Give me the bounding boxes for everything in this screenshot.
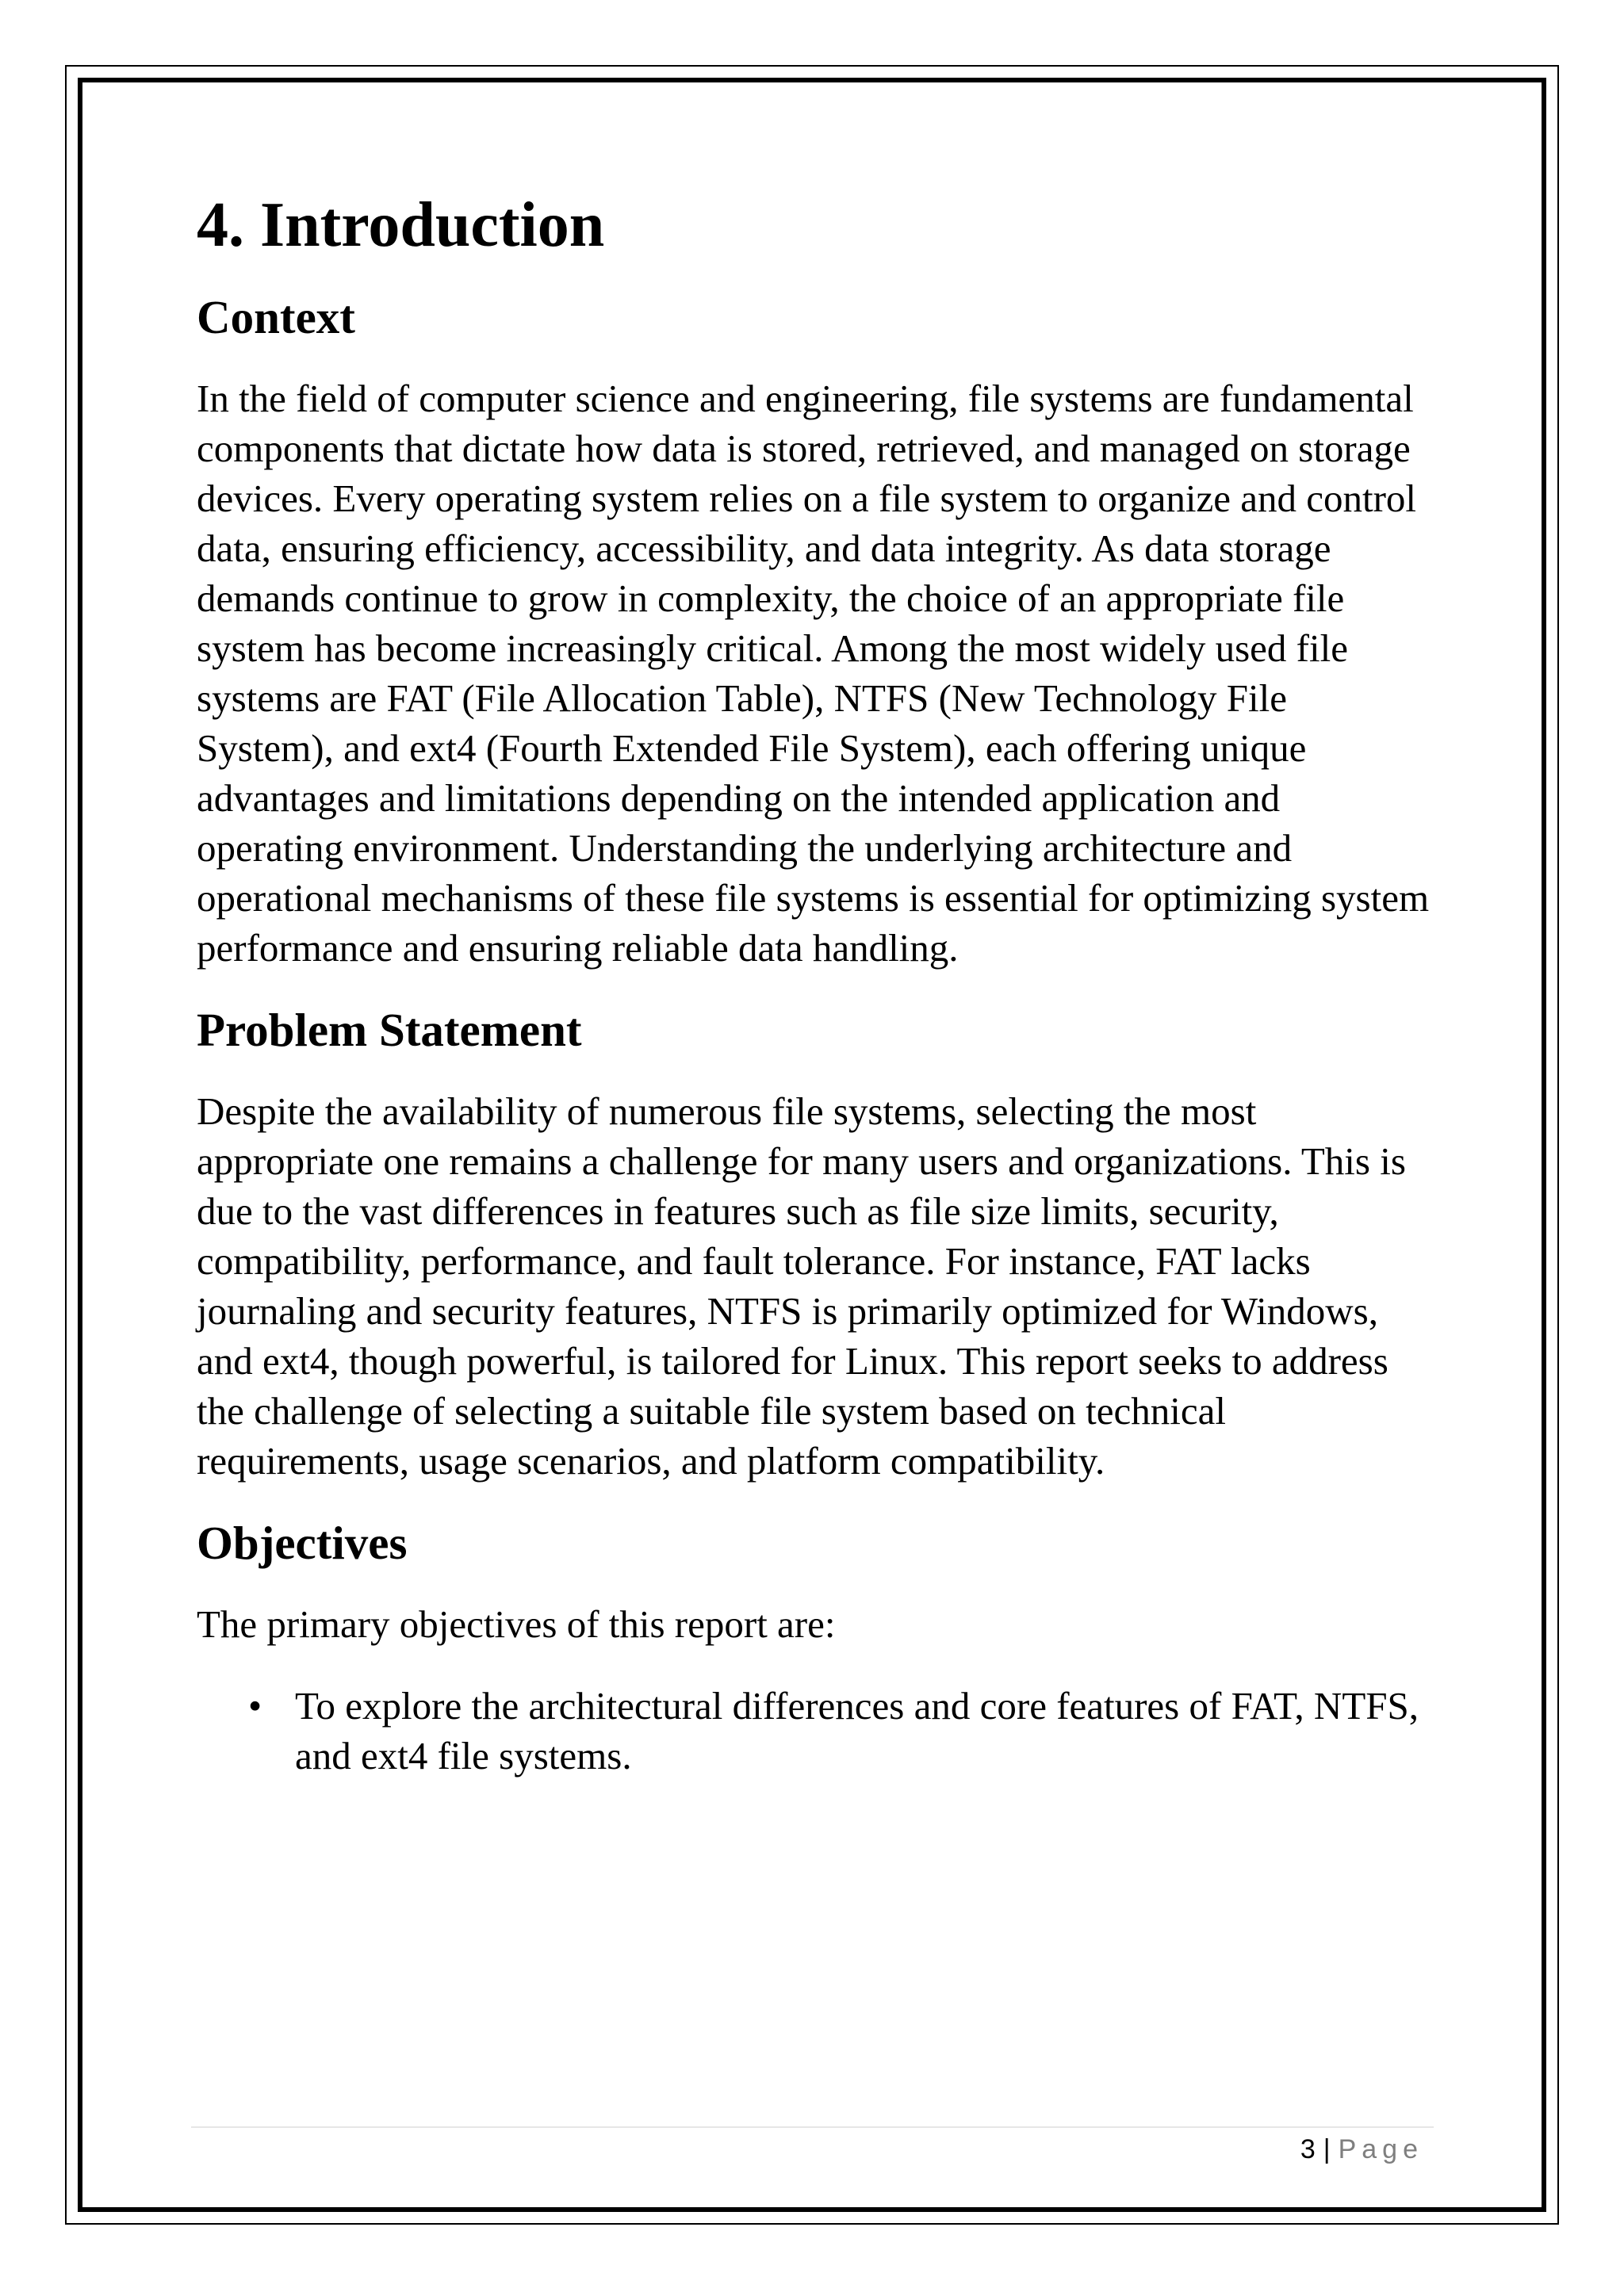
list-item-text: To explore the architectural differences and core features of FAT, NTFS, and ext4 file systems. [295,1683,1419,1777]
page-label: Page [1338,2134,1423,2164]
page-footer [1300,2133,1423,2165]
objectives-heading: Objectives [197,1516,408,1569]
context-heading: Context [197,291,355,343]
problem-statement-heading: Problem Statement [197,1003,582,1056]
objectives-intro: The primary objectives of this report are: [197,1601,836,1646]
bullet-icon: • [248,1683,262,1728]
page-number: 3 [1300,2134,1316,2164]
chapter-heading: 4. Introduction [197,190,605,260]
footer-separator: | [1323,2134,1331,2164]
objectives-list [197,1681,1434,1781]
problem-statement-paragraph: Despite the availability of numerous file systems, selecting the most appropriate one remains a challenge for many users and organizations. This is due to the vast differences in features such as file size limits, security, compatibility, performance, and fault tolerance. For instance, FAT lacks journaling and security features, NTFS is primarily optimized for Windows, and ext4, though powerful, is tailored for Linux. This report seeks to address the challenge of selecting a suitable file system based on technical requirements, usage scenarios, and platform compatibility. [197,1089,1406,1483]
footer-divider [191,2126,1434,2128]
problem-statement-section [197,1004,1434,1486]
context-paragraph: In the field of computer science and engineering, file systems are fundamental components that dictate how data is stored, retrieved, and managed on storage devices. Every operating system relies on a file system to organize and control data, ensuring efficiency, accessibility, and data integrity. As data storage demands continue to grow in complexity, the choice of an appropriate file system has become increasingly critical. Among the most widely used file systems are FAT (File Allocation Table), NTFS (New Technology File System), and ext4 (Fourth Extended File System), each offering unique advantages and limitations depending on the intended application and operating environment. Understanding the underlying architecture and operational mechanisms of these file systems is essential for optimizing system performance and ensuring reliable data handling. [197,376,1430,970]
objectives-section [197,1517,1434,1781]
page-content [197,190,1434,1781]
context-section [197,292,1434,973]
list-item [197,1681,1434,1781]
